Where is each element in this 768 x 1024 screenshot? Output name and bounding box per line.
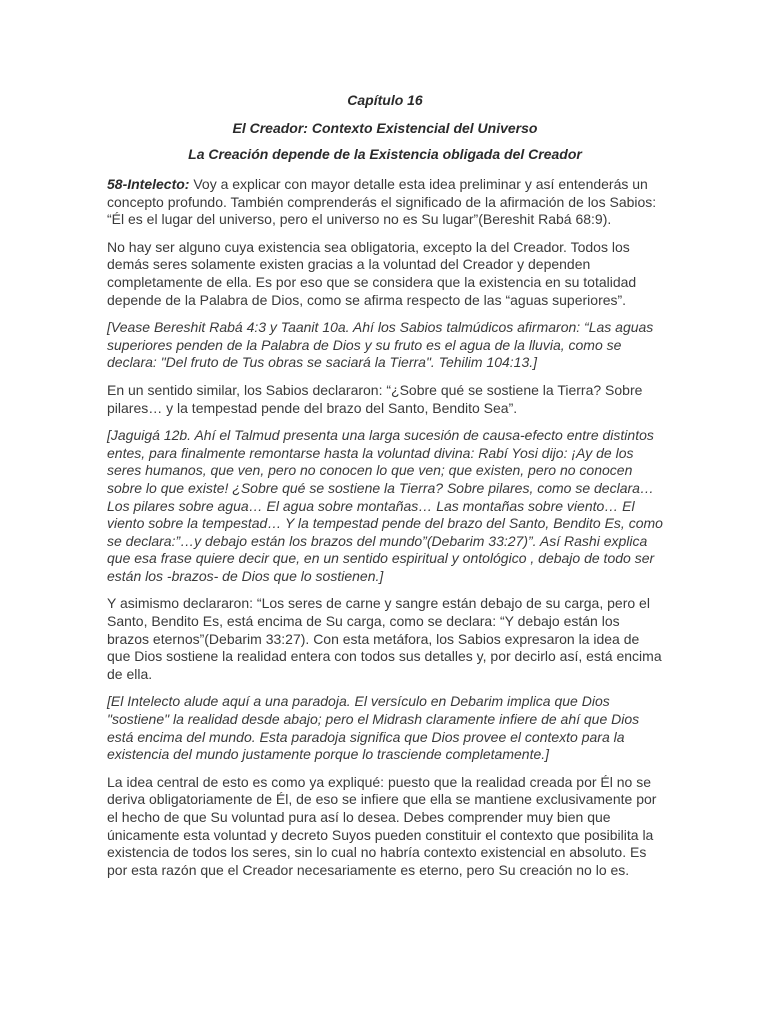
paragraph: En un sentido similar, los Sabios declararon: “¿Sobre qué se sostiene la Tierra? Sobre pilares… y la tempestad pende del brazo del Santo, Bendito Sea”. bbox=[107, 381, 643, 416]
paragraph-text: Voy a explicar con mayor detalle esta idea preliminar y así entenderás un concepto profundo. También comprenderás el significado de la afirmación de los Sabios: “Él es el lugar del universo, pero el universo no es Su lugar”(Bereshit Rabá 68:9). bbox=[107, 176, 657, 228]
paragraph-58-intelecto bbox=[107, 176, 663, 229]
paragraph: La idea central de esto es como ya expliqué: puesto que la realidad creada por Él no se deriva obligatoriamente de Él, de eso se infiere que ella se mantiene exclusivamente por el hecho de que Su voluntad pura así lo desea. Debes comprender muy bien que únicamente esta voluntad y decreto Suyos pueden constituir el contexto que posibilita la existencia de todos los seres, sin lo cual no habría contexto existencial en absoluto. Es por esta razón que el Creador necesariamente es eterno, pero Su creación no lo es. bbox=[107, 773, 657, 878]
paragraph-lead: 58-Intelecto: bbox=[107, 176, 190, 192]
paragraph: No hay ser alguno cuya existencia sea obligatoria, excepto la del Creador. Todos los demás seres solamente existen gracias a la voluntad del Creador y dependen completamente de ella. Es por eso que se considera que la existencia en su totalidad depende de la Palabra de Dios, como se afirma respecto de las “aguas superiores”. bbox=[107, 238, 637, 308]
note-paragraph: [El Intelecto alude aquí a una paradoja. El versículo en Debarim implica que Dios "sostiene" la realidad desde abajo; pero el Midrash claramente infiere de ahí que Dios está encima del mundo. Esta paradoja significa que Dios provee el contexto para la existencia del mundo justamente porque lo trasciende completamente.] bbox=[107, 693, 640, 763]
document-page bbox=[107, 90, 663, 889]
note-paragraph: [Vease Bereshit Rabá 4:3 y Taanit 10a. Ahí los Sabios talmúdicos afirmaron: “Las aguas superiores penden de la Palabra de Dios y su fruto es el agua de la lluvia, como se declara: "Del fruto de Tus obras se saciará la Tierra". Tehilim 104:13.] bbox=[107, 319, 654, 371]
note-paragraph: [Jaguigá 12b. Ahí el Talmud presenta una larga sucesión de causa-efecto entre distintos entes, para finalmente remontarse hasta la voluntad divina: Rabí Yosi dijo: ¡Ay de los seres humanos, que ven, pero no conocen lo que ven; que existen, pero no conocen sobre lo que existe! ¿Sobre qué se sostiene la Tierra? Sobre pilares, como se declara… Los pilares sobre agua… El agua sobre montañas… Las montañas sobre viento… El viento sobre la tempestad… Y la tempestad pende del brazo del Santo, Bendito Es, como se declara:”…y debajo están los brazos del mundo”(Debarim 33:27)”. Así Rashi explica que esa frase quiere decir que, en un sentido espiritual y ontológico , debajo de todo ser están los -brazos- de Dios que lo sostienen.] bbox=[107, 427, 663, 584]
chapter-heading: Capítulo 16 bbox=[347, 92, 423, 108]
chapter-title: El Creador: Contexto Existencial del Universo bbox=[232, 120, 538, 136]
paragraph: Y asimismo declararon: “Los seres de carne y sangre están debajo de su carga, pero el Santo, Bendito Es, está encima de Su carga, como se declara: “Y debajo están los brazos eternos”(Debarim 33:27). Con esta metáfora, los Sabios expresaron la idea de que Dios sostiene la realidad entera con todos sus detalles y, por decirlo así, está encima de ella. bbox=[107, 595, 662, 682]
section-subtitle: La Creación depende de la Existencia obligada del Creador bbox=[188, 146, 582, 162]
